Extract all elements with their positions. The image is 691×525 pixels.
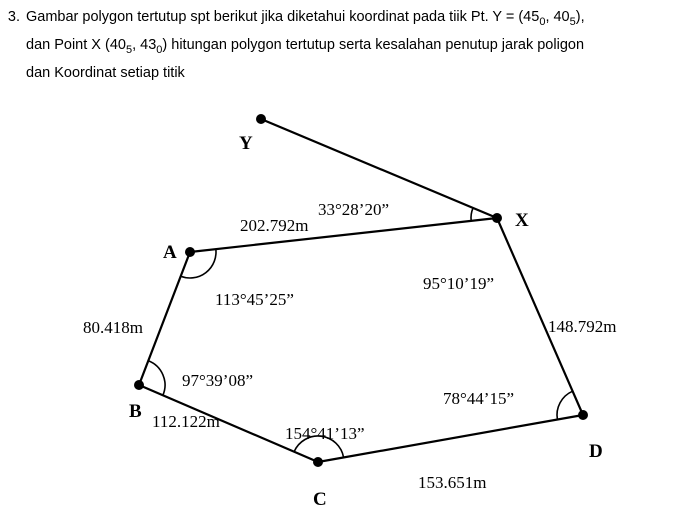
distance-label-3: 153.651m	[418, 473, 487, 492]
vertex-dot-X	[492, 213, 502, 223]
vertex-label-X: X	[515, 210, 529, 231]
distance-label-0: 202.792m	[240, 216, 309, 235]
vertex-dot-D	[578, 410, 588, 420]
distance-label-2: 112.122m	[152, 412, 220, 431]
polygon-edge-AB	[139, 252, 190, 385]
vertex-dot-A	[185, 247, 195, 257]
question-line-3: dan Koordinat setiap titik	[26, 64, 185, 81]
angle-arc-X	[471, 208, 473, 221]
angle-arc-D	[557, 391, 573, 419]
vertex-label-A: A	[163, 242, 177, 263]
vertex-dot-Y	[256, 114, 266, 124]
vertex-label-D: D	[589, 441, 603, 462]
vertex-label-B: B	[129, 401, 142, 422]
vertex-dot-C	[313, 457, 323, 467]
polygon-diagram	[0, 82, 691, 525]
angle-label-B-3: 97°39’08”	[182, 371, 254, 390]
vertex-label-C: C	[313, 489, 327, 510]
vertex-dot-B	[134, 380, 144, 390]
question-number: 3.	[7, 9, 20, 25]
angle-label-C-4: 154°41’13”	[285, 424, 365, 443]
angle-label-X-0: 33°28’20”	[318, 200, 390, 219]
question-line-1: Gambar polygon tertutup spt berikut jika diketahui koordinat pada tiik Pt. $Y = (45_0$, $40_5$),	[26, 9, 585, 28]
vertex-label-Y: Y	[239, 133, 253, 154]
distance-label-4: 148.792m	[548, 317, 617, 336]
distance-label-1: 80.418m	[83, 318, 143, 337]
angle-label-X-1: 95°10’19”	[423, 274, 495, 293]
angle-label-D-5: 78°44’15”	[443, 389, 515, 408]
angle-label-A-2: 113°45’25”	[215, 290, 294, 309]
polygon-svg	[0, 82, 691, 525]
question-block	[0, 6, 691, 85]
polygon-edge-XA	[190, 218, 497, 252]
question-line-2: dan Point X ($40_5$, $43_0$) hitungan polygon tertutup serta kesalahan penutup jarak poligon	[26, 36, 585, 56]
question-text	[26, 6, 691, 85]
